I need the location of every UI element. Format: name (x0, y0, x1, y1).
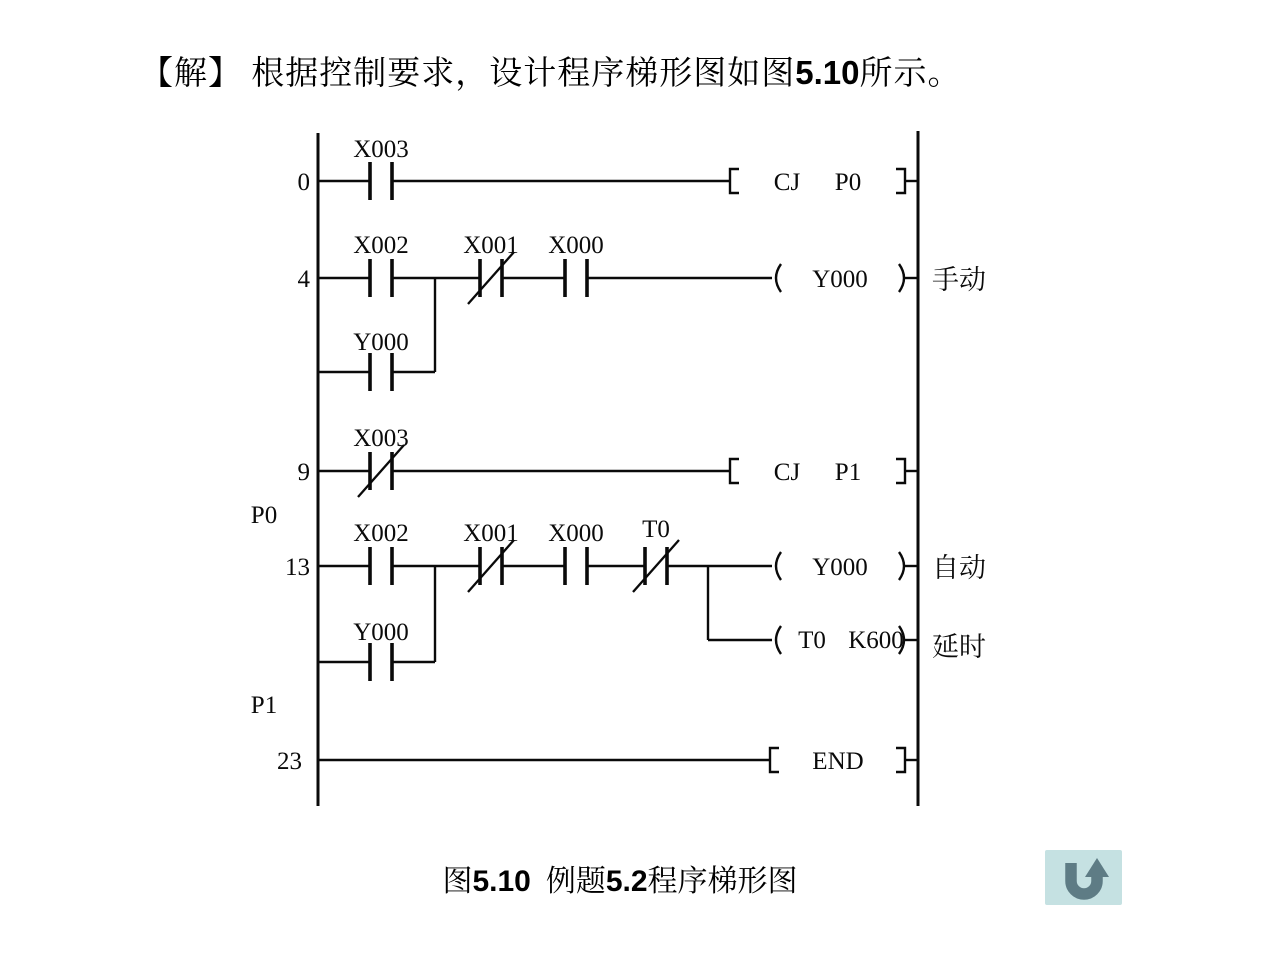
step-number: 4 (297, 266, 310, 293)
coil-label-y000: Y000 (812, 554, 868, 581)
title-suffix: 所示。 (859, 56, 962, 92)
contact-label-t0: T0 (642, 516, 670, 543)
contact-label-x002: X002 (353, 520, 409, 547)
pointer-label-p0: P0 (250, 502, 278, 529)
instruction-operand: P0 (834, 169, 862, 196)
caption-fig-number: 5.10 (472, 865, 531, 898)
contact-label-x000: X000 (548, 232, 604, 259)
step-number: 13 (285, 554, 310, 581)
annotation-delay: 延时 (932, 632, 986, 662)
instruction-operand: P1 (834, 459, 862, 486)
contact-label-y000: Y000 (353, 619, 409, 646)
rung-13 (251, 502, 986, 681)
coil-label-y000: Y000 (812, 266, 868, 293)
coil-paren-close (899, 552, 904, 580)
step-number: 9 (297, 459, 310, 486)
return-button[interactable] (1045, 850, 1122, 905)
rung-9 (298, 425, 919, 497)
figure-caption (240, 856, 1000, 900)
instruction-bracket-close (896, 748, 905, 772)
title-figure-number: 5.10 (795, 54, 860, 91)
contact-label-x002: X002 (353, 232, 409, 259)
annotation-manual: 手动 (932, 265, 986, 295)
instruction-op-end: END (812, 748, 864, 775)
instruction-op: CJ (773, 459, 801, 486)
coil-paren-open (776, 264, 781, 292)
coil-paren-open (776, 626, 781, 654)
caption-rest: 程序梯形图 (647, 865, 798, 898)
contact-label-x001: X001 (463, 232, 519, 259)
timer-coil-label-t0: T0 (798, 627, 826, 654)
rung-4 (298, 232, 987, 391)
contact-label-y000: Y000 (353, 329, 409, 356)
contact-label-x001: X001 (463, 520, 519, 547)
step-number: 23 (277, 748, 302, 775)
instruction-bracket-close (896, 459, 905, 483)
rung-0 (298, 136, 919, 200)
instruction-bracket-open (730, 169, 739, 193)
instruction-op: CJ (773, 169, 801, 196)
caption-mid: 例题 (530, 865, 606, 898)
u-turn-arrow-icon (1045, 850, 1122, 905)
instruction-bracket-open (770, 748, 779, 772)
instruction-bracket-open (730, 459, 739, 483)
coil-paren-close (899, 264, 904, 292)
annotation-auto: 自动 (932, 553, 986, 583)
title-text: 【解】 根据控制要求，设计程序梯形图如图 (140, 56, 796, 92)
timer-preset-k600: K600 (848, 627, 904, 654)
caption-example-number: 5.2 (605, 865, 648, 898)
coil-paren-open (776, 552, 781, 580)
instruction-bracket-close (896, 169, 905, 193)
contact-label-x000: X000 (548, 520, 604, 547)
pointer-label-p1: P1 (250, 692, 278, 719)
contact-label-x003: X003 (353, 425, 409, 452)
caption-fig: 图 (442, 865, 473, 898)
step-number: 0 (297, 169, 310, 196)
rung-23 (251, 692, 918, 775)
contact-label-x003: X003 (353, 136, 409, 163)
